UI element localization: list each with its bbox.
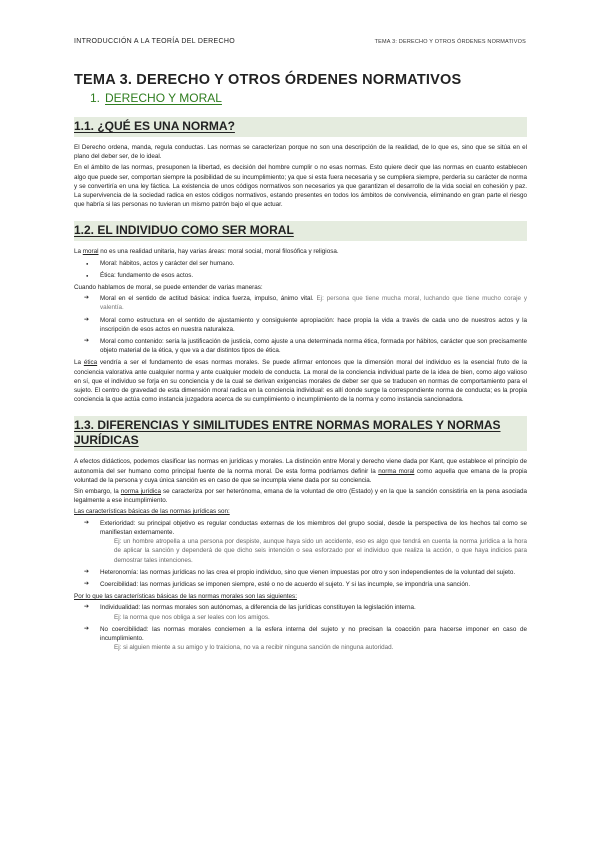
page-title — [74, 72, 527, 88]
header-course-title: INTRODUCCIÓN A LA TEORÍA DEL DERECHO — [74, 38, 235, 45]
list-item: ➔ Moral como estructura en el sentido de ajustamiento y consiguiente apropiación: hace propia la vida a través de cada uno de nuestros actos y la inscripción de esos actos en nuestra naturaleza. — [74, 316, 527, 334]
list-item: ● Moral: hábitos, actos y carácter del ser humano. — [74, 259, 527, 268]
s2-bullet-list — [74, 259, 527, 280]
s3-arrow-list-morales — [74, 603, 527, 652]
s1-paragraph-1: El Derecho ordena, manda, regula conductas. Las normas se caracterizan porque no son una descripción de la realidad, de lo que es, sino que se sitúa en el plano del deber ser, de lo ideal. — [74, 144, 527, 161]
term-norma-juridica: norma jurídica — [120, 488, 161, 496]
heading-individuo-ser-moral: 1.2. EL INDIVIDUO COMO SER MORAL — [74, 221, 527, 241]
subtitle-number: 1. — [90, 91, 101, 105]
term-norma-moral: norma moral — [378, 467, 415, 475]
s2-paragraph-1: La moral no es una realidad unitaria, hay varias áreas: moral social, moral filosófica y religiosa. — [74, 248, 339, 256]
list-item: ➔ Heteronomía: las normas jurídicas no las crea el propio individuo, sino que vienen impuestas por otro y son independientes de la voluntad del sujeto. — [74, 568, 527, 577]
s2-paragraph-2: Cuando hablamos de moral, se puede entender de varias maneras: — [74, 284, 263, 292]
s2-paragraph-3: La ética vendría a ser el fundamento de esas normas morales. Se puede afirmar entonces que la dimensión moral del individuo es la esencial fruto de la conciencia valorativa ante cualquier norma y ante cualquier modelo de conducta. La moral de la conciencia individual parte de la idea de bien, como algo valioso en sí, que el individuo se forja en su conciencia y de la cual se derivan exigencias morales de deber ser que se traducen en normas de comportamiento para el sujeto. El centro de gravedad de esta dimensión moral radica en la conciencia individual: es allí donde surge la correspondiente norma de conducta; es la propia conciencia la que actúa como instancia juzgadora acerca de su cumplimiento o incumplimiento de la norma y como instancia sancionadora. — [74, 359, 527, 404]
list-item: ➔ No coercibilidad: las normas morales conciernen a la esfera interna del sujeto y no precisan la coacción para hacerse imponer en caso de incumplimiento. Ej: si alguien miente a su amigo y lo traiciona, no va a recibir ninguna sanción de ninguna autoridad. — [74, 625, 527, 653]
section-subtitle — [90, 91, 527, 105]
title-rest: . DERECHO Y OTROS ÓRDENES NORMATIVOS — [127, 72, 462, 88]
s3-paragraph-2: Sin embargo, la norma jurídica se caracteriza por ser heterónoma, emana de la voluntad de otro (Estado) y en la que la sanción consistiría en la pena asociada legalmente a ese incumplimiento. — [74, 488, 527, 505]
s1-paragraph-2: En el ámbito de las normas, presuponen la libertad, es decisión del hombre cumplir o no esas normas. Esto quiere decir que las normas en cuanto establecen algo que puede ser, comportan siempre la posibilidad de su incumplimiento; ya que si esta fuera necesaria y se cumpliera siempre, perdería su carácter de norma y se convertiría en una ley fáctica. La existencia de unos códigos normativos son necesarios ya que garantizan el desarrollo de la vida social en cohesión y paz. La supervivencia de la sociedad radica en estos códigos normativos, estando presentes en todos los ámbitos de convivencia, eliminando en gran parte el riesgo que habría si las personas no tuvieran un mismo patrón bajo el que actuar. — [74, 164, 527, 209]
list-item: ➔ Individualidad: las normas morales son autónomas, a diferencia de las jurídicas constituyen la legislación interna. Ej: la norma que nos obliga a ser leales con los amigos. — [74, 603, 527, 621]
heading-diferencias-similitudes: 1.3. DIFERENCIAS Y SIMILITUDES ENTRE NORMAS MORALES Y NORMAS JURÍDICAS — [74, 416, 527, 451]
title-bold: TEMA 3 — [74, 72, 128, 88]
list-item: ● Ética: fundamento de esos actos. — [74, 271, 527, 280]
s3-paragraph-3: Las características básicas de las normas jurídicas son: — [74, 508, 230, 516]
subtitle-text: DERECHO Y MORAL — [105, 91, 222, 105]
list-item: ➔ Moral como contenido: sería la justificación de justicia, como ajuste a una determinada norma ética, formada por hábitos, carácter que son precisamente objeto material de la ética, y que va a dar distintos tipos de ética. — [74, 337, 527, 355]
heading-que-es-una-norma: 1.1. ¿QUÉ ES UNA NORMA? — [74, 117, 527, 137]
s3-paragraph-1: A efectos didácticos, podemos clasificar las normas en jurídicas y morales. La distinción entre Moral y derecho viene dada por Kant, que establece el principio de autonomía del ser humano como principal fuente de la norma moral. De esta forma podríamos definir la norma moral como aquella que emana de la propia voluntad de la persona y cuya única sanción es en caso de que se incumpla viene dada por su conciencia. — [74, 458, 528, 484]
s3-arrow-list-juridicas — [74, 519, 527, 589]
s2-arrow-list — [74, 294, 527, 355]
term-etica: ética — [83, 359, 98, 367]
document-body — [74, 72, 527, 655]
header-topic-title: TEMA 3: DERECHO Y OTROS ÓRDENES NORMATIVOS — [374, 39, 526, 45]
list-item: ➔ Coercibilidad: las normas jurídicas se imponen siempre, esté o no de acuerdo el sujeto. Y si las incumple, se impondría una sanción. — [74, 580, 527, 589]
s3-paragraph-4: Por lo que las características básicas de las normas morales son las siguientes: — [74, 593, 297, 601]
term-moral: moral — [82, 248, 99, 256]
list-item: ➔ Moral en el sentido de actitud básica: indica fuerza, impulso, ánimo vital. Ej: persona que tiene mucha moral, luchando que tiene mucho coraje y valentía. — [74, 294, 527, 312]
list-item: ➔ Exterioridad: su principal objetivo es regular conductas externas de los miembros del grupo social, desde la perspectiva de los hechos tal como se manifiestan externamente. Ej: un hombre atropella a una persona por despiste, aunque haya sido un accidente, eso es algo que tendrá en cuenta la norma jurídica a la hora de aplicar la sanción y dependerá de que dicho seis intención o sea esforzado por el individuo que realiza la acción, o que haya indicios para demostrar tales intenciones. — [74, 519, 527, 565]
